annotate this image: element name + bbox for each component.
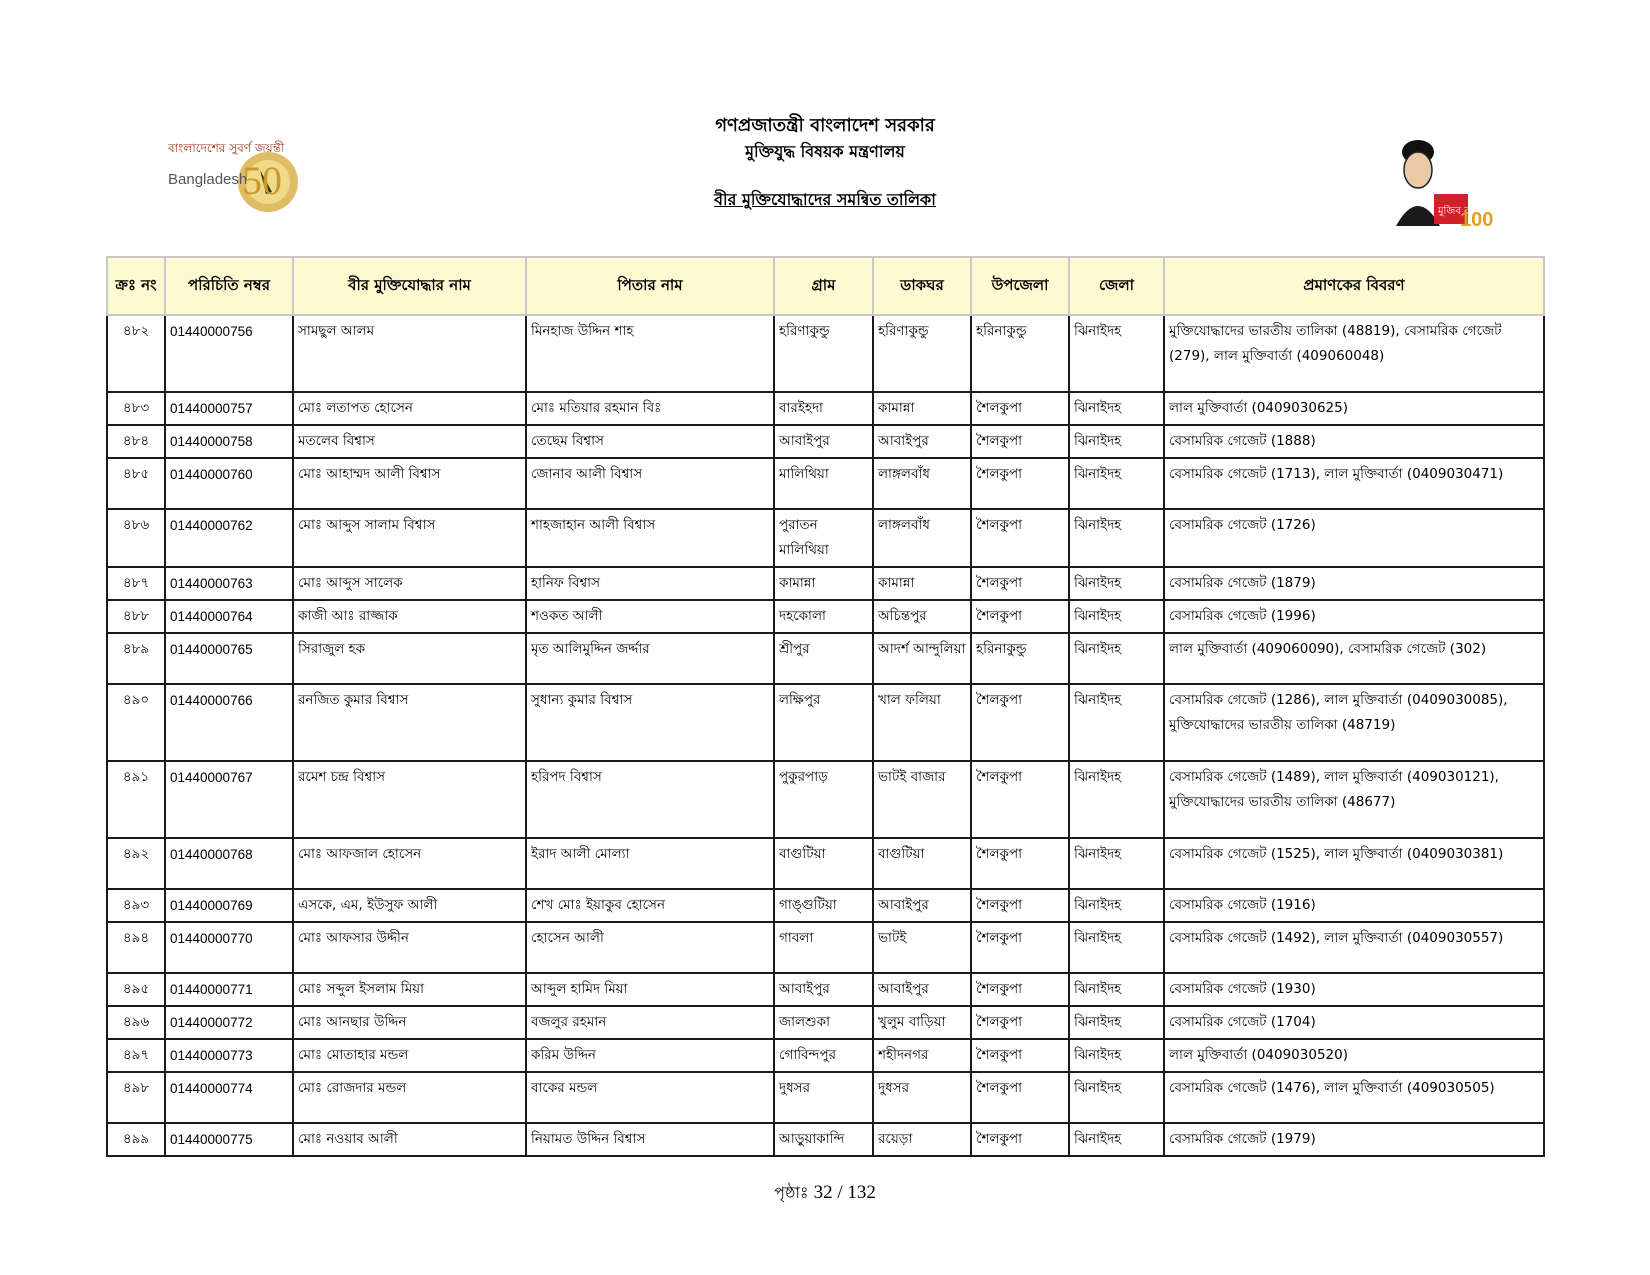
cell-proof: লাল মুক্তিবার্তা (409060090), বেসামরিক গেজেট (302) (1164, 633, 1544, 684)
table-row (107, 889, 1544, 922)
cell-upazila: শৈলকুপা (971, 458, 1069, 509)
cell-proof: বেসামরিক গেজেট (1704) (1164, 1006, 1544, 1039)
table-row (107, 567, 1544, 600)
cell-father: বজলুর রহমান (526, 1006, 774, 1039)
svg-text:মুজিব বর্ষ: মুজিব বর্ষ (1438, 206, 1476, 217)
cell-district: ঝিনাইদহ (1069, 1039, 1164, 1072)
cell-id: 01440000762 (165, 509, 293, 567)
cell-post-office: অচিন্তপুর (873, 600, 971, 633)
government-title: গণপ্রজাতন্ত্রী বাংলাদেশ সরকার (715, 115, 935, 136)
table-row (107, 425, 1544, 458)
cell-name: সিরাজুল হক (293, 633, 526, 684)
cell-proof: বেসামরিক গেজেট (1930) (1164, 973, 1544, 1006)
cell-post-office: আবাইপুর (873, 425, 971, 458)
table-row (107, 392, 1544, 425)
cell-district: ঝিনাইদহ (1069, 973, 1164, 1006)
table-row (107, 1039, 1544, 1072)
cell-proof: বেসামরিক গেজেট (1979) (1164, 1123, 1544, 1156)
table-row (107, 761, 1544, 838)
cell-village: গোবিন্দপুর (774, 1039, 873, 1072)
cell-name: মোঃ আব্দুস সালেক (293, 567, 526, 600)
cell-village: কামান্না (774, 567, 873, 600)
cell-serial: ৪৮৩ (107, 392, 165, 425)
cell-post-office: ভাটই বাজার (873, 761, 971, 838)
cell-id: 01440000764 (165, 600, 293, 633)
cell-father: নিয়ামত উদ্দিন বিশ্বাস (526, 1123, 774, 1156)
cell-upazila: শৈলকুপা (971, 838, 1069, 889)
cell-district: ঝিনাইদহ (1069, 567, 1164, 600)
col-header-village: গ্রাম (774, 257, 873, 315)
cell-proof: বেসামরিক গেজেট (1996) (1164, 600, 1544, 633)
cell-proof: বেসামরিক গেজেট (1713), লাল মুক্তিবার্তা (0409030471) (1164, 458, 1544, 509)
cell-serial: ৪৯৪ (107, 922, 165, 973)
cell-village: মালিথিয়া (774, 458, 873, 509)
cell-district: ঝিনাইদহ (1069, 838, 1164, 889)
cell-post-office: হরিণাকুন্ডু (873, 315, 971, 392)
cell-post-office: বাগুটিয়া (873, 838, 971, 889)
cell-serial: ৪৯৭ (107, 1039, 165, 1072)
cell-village: গাঙ্গুটিয়া (774, 889, 873, 922)
cell-name: মোঃ আফসার উদ্দীন (293, 922, 526, 973)
cell-proof: বেসামরিক গেজেট (1492), লাল মুক্তিবার্তা (0409030557) (1164, 922, 1544, 973)
cell-name: মতলেব বিশ্বাস (293, 425, 526, 458)
col-header-father: পিতার নাম (526, 257, 774, 315)
cell-post-office: শহীদনগর (873, 1039, 971, 1072)
svg-text:50: 50 (242, 158, 282, 203)
cell-id: 01440000758 (165, 425, 293, 458)
cell-name: মোঃ আহাম্মদ আলী বিশ্বাস (293, 458, 526, 509)
cell-proof: বেসামরিক গেজেট (1726) (1164, 509, 1544, 567)
cell-proof: বেসামরিক গেজেট (1888) (1164, 425, 1544, 458)
table-row (107, 973, 1544, 1006)
cell-id: 01440000768 (165, 838, 293, 889)
cell-proof: বেসামরিক গেজেট (1286), লাল মুক্তিবার্তা (0409030085), মুক্তিযোদ্ধাদের ভারতীয় তালিকা (48719) (1164, 684, 1544, 761)
cell-father: সুধান্য কুমার বিশ্বাস (526, 684, 774, 761)
col-header-serial: ক্রঃ নং (107, 257, 165, 315)
cell-village: আড়ুয়াকান্দি (774, 1123, 873, 1156)
cell-district: ঝিনাইদহ (1069, 509, 1164, 567)
cell-upazila: হরিনাকুন্ডু (971, 315, 1069, 392)
document-header (0, 113, 1650, 214)
cell-serial: ৪৮৫ (107, 458, 165, 509)
cell-id: 01440000771 (165, 973, 293, 1006)
cell-proof: বেসামরিক গেজেট (1489), লাল মুক্তিবার্তা (409030121), মুক্তিযোদ্ধাদের ভারতীয় তালিকা (48677) (1164, 761, 1544, 838)
cell-district: ঝিনাইদহ (1069, 633, 1164, 684)
table-row (107, 1072, 1544, 1123)
cell-district: ঝিনাইদহ (1069, 1006, 1164, 1039)
cell-name: মোঃ মোতাহার মন্ডল (293, 1039, 526, 1072)
svg-text:বাংলাদেশের সুবর্ণ জয়ন্তী: বাংলাদেশের সুবর্ণ জয়ন্তী (168, 141, 285, 155)
cell-id: 01440000772 (165, 1006, 293, 1039)
cell-proof: বেসামরিক গেজেট (1879) (1164, 567, 1544, 600)
cell-id: 01440000763 (165, 567, 293, 600)
cell-father: আব্দুল হামিদ মিয়া (526, 973, 774, 1006)
cell-id: 01440000766 (165, 684, 293, 761)
cell-serial: ৪৯১ (107, 761, 165, 838)
cell-village: আবাইপুর (774, 973, 873, 1006)
cell-name: রনজিত কুমার বিশ্বাস (293, 684, 526, 761)
cell-district: ঝিনাইদহ (1069, 425, 1164, 458)
cell-village: পুকুরপাড় (774, 761, 873, 838)
table-row (107, 458, 1544, 509)
cell-father: ইরাদ আলী মোল্যা (526, 838, 774, 889)
cell-father: মৃত আলিমুদ্দিন জর্দ্দার (526, 633, 774, 684)
cell-post-office: আবাইপুর (873, 889, 971, 922)
cell-father: করিম উদ্দিন (526, 1039, 774, 1072)
cell-father: মিনহাজ উদ্দিন শাহ (526, 315, 774, 392)
cell-id: 01440000773 (165, 1039, 293, 1072)
cell-serial: ৪৮৯ (107, 633, 165, 684)
cell-name: সামছুল আলম (293, 315, 526, 392)
cell-post-office: খুলুম বাড়িয়া (873, 1006, 971, 1039)
cell-father: হোসেন আলী (526, 922, 774, 973)
cell-father: শাহজাহান আলী বিশ্বাস (526, 509, 774, 567)
cell-father: জোনাব আলী বিশ্বাস (526, 458, 774, 509)
cell-post-office: খাল ফলিয়া (873, 684, 971, 761)
table-row (107, 838, 1544, 889)
cell-upazila: শৈলকুপা (971, 922, 1069, 973)
cell-district: ঝিনাইদহ (1069, 458, 1164, 509)
cell-post-office: আদর্শ আন্দুলিয়া (873, 633, 971, 684)
cell-village: দহকোলা (774, 600, 873, 633)
col-header-post-office: ডাকঘর (873, 257, 971, 315)
cell-village: লক্ষিপুর (774, 684, 873, 761)
cell-proof: বেসামরিক গেজেট (1525), লাল মুক্তিবার্তা (0409030381) (1164, 838, 1544, 889)
cell-father: শেখ মোঃ ইয়াকুব হোসেন (526, 889, 774, 922)
cell-post-office: ভাটই (873, 922, 971, 973)
cell-proof: মুক্তিযোদ্ধাদের ভারতীয় তালিকা (48819), বেসামরিক গেজেট (279), লাল মুক্তিবার্তা (409060048) (1164, 315, 1544, 392)
table-row (107, 684, 1544, 761)
cell-post-office: লাঙ্গলবাঁধ (873, 458, 971, 509)
cell-district: ঝিনাইদহ (1069, 315, 1164, 392)
table-row (107, 1006, 1544, 1039)
cell-father: বাকের মন্ডল (526, 1072, 774, 1123)
cell-id: 01440000756 (165, 315, 293, 392)
cell-proof: বেসামরিক গেজেট (1916) (1164, 889, 1544, 922)
cell-name: রমেশ চন্দ্র বিশ্বাস (293, 761, 526, 838)
cell-father: তেছেম বিশ্বাস (526, 425, 774, 458)
cell-village: আবাইপুর (774, 425, 873, 458)
cell-post-office: কামান্না (873, 567, 971, 600)
col-header-proof: প্রমাণকের বিবরণ (1164, 257, 1544, 315)
cell-serial: ৪৯৩ (107, 889, 165, 922)
cell-post-office: দুধসর (873, 1072, 971, 1123)
cell-village: পুরাতন মালিথিয়া (774, 509, 873, 567)
cell-upazila: শৈলকুপা (971, 1006, 1069, 1039)
cell-village: জালশুকা (774, 1006, 873, 1039)
cell-post-office: লাঙ্গলবাঁধ (873, 509, 971, 567)
cell-district: ঝিনাইদহ (1069, 392, 1164, 425)
cell-district: ঝিনাইদহ (1069, 761, 1164, 838)
cell-id: 01440000770 (165, 922, 293, 973)
cell-upazila: শৈলকুপা (971, 973, 1069, 1006)
cell-father: মোঃ মতিয়ার রহমান বিঃ (526, 392, 774, 425)
table-row (107, 600, 1544, 633)
cell-father: শওকত আলী (526, 600, 774, 633)
cell-serial: ৪৯৫ (107, 973, 165, 1006)
cell-serial: ৪৮৬ (107, 509, 165, 567)
cell-upazila: শৈলকুপা (971, 600, 1069, 633)
freedom-fighters-table (106, 256, 1545, 1157)
cell-post-office: রয়েড়া (873, 1123, 971, 1156)
cell-village: বারইহদা (774, 392, 873, 425)
cell-upazila: শৈলকুপা (971, 761, 1069, 838)
cell-upazila: শৈলকুপা (971, 1072, 1069, 1123)
cell-name: মোঃ সব্দুল ইসলাম মিয়া (293, 973, 526, 1006)
svg-text:100: 100 (1460, 209, 1494, 231)
table-row (107, 922, 1544, 973)
cell-name: মোঃ নওয়াব আলী (293, 1123, 526, 1156)
cell-upazila: শৈলকুপা (971, 567, 1069, 600)
cell-serial: ৪৯৮ (107, 1072, 165, 1123)
cell-village: হরিণাকুন্ডু (774, 315, 873, 392)
col-header-upazila: উপজেলা (971, 257, 1069, 315)
cell-district: ঝিনাইদহ (1069, 600, 1164, 633)
cell-serial: ৪৮৭ (107, 567, 165, 600)
cell-id: 01440000775 (165, 1123, 293, 1156)
cell-district: ঝিনাইদহ (1069, 1072, 1164, 1123)
cell-serial: ৪৮৪ (107, 425, 165, 458)
cell-name: কাজী আঃ রাজ্জাক (293, 600, 526, 633)
cell-id: 01440000774 (165, 1072, 293, 1123)
cell-name: মোঃ আফজাল হোসেন (293, 838, 526, 889)
cell-upazila: শৈলকুপা (971, 509, 1069, 567)
cell-id: 01440000760 (165, 458, 293, 509)
cell-serial: ৪৮৮ (107, 600, 165, 633)
cell-post-office: আবাইপুর (873, 973, 971, 1006)
cell-district: ঝিনাইদহ (1069, 684, 1164, 761)
cell-upazila: শৈলকুপা (971, 1039, 1069, 1072)
cell-serial: ৪৯০ (107, 684, 165, 761)
svg-text:Bangladesh: Bangladesh (168, 171, 248, 188)
cell-upazila: শৈলকুপা (971, 889, 1069, 922)
cell-upazila: শৈলকুপা (971, 392, 1069, 425)
cell-id: 01440000769 (165, 889, 293, 922)
col-header-id: পরিচিতি নম্বর (165, 257, 293, 315)
cell-village: শ্রীপুর (774, 633, 873, 684)
cell-name: মোঃ আব্দুস সালাম বিশ্বাস (293, 509, 526, 567)
cell-id: 01440000765 (165, 633, 293, 684)
cell-district: ঝিনাইদহ (1069, 922, 1164, 973)
col-header-name: বীর মুক্তিযোদ্ধার নাম (293, 257, 526, 315)
page-number: 32 / 132 (813, 1182, 876, 1203)
cell-serial: ৪৯২ (107, 838, 165, 889)
table-row (107, 1123, 1544, 1156)
cell-upazila: শৈলকুপা (971, 425, 1069, 458)
cell-name: মোঃ রোজদার মন্ডল (293, 1072, 526, 1123)
cell-id: 01440000767 (165, 761, 293, 838)
cell-upazila: হরিনাকুন্ডু (971, 633, 1069, 684)
cell-serial: ৪৮২ (107, 315, 165, 392)
cell-village: গাবলা (774, 922, 873, 973)
cell-post-office: কামান্না (873, 392, 971, 425)
cell-village: দুধসর (774, 1072, 873, 1123)
table-row (107, 633, 1544, 684)
cell-serial: ৪৯৬ (107, 1006, 165, 1039)
cell-name: মোঃ লতাপত হোসেন (293, 392, 526, 425)
cell-upazila: শৈলকুপা (971, 1123, 1069, 1156)
cell-serial: ৪৯৯ (107, 1123, 165, 1156)
page-footer (0, 1180, 1650, 1207)
cell-proof: লাল মুক্তিবার্তা (0409030625) (1164, 392, 1544, 425)
cell-name: মোঃ আনছার উদ্দিন (293, 1006, 526, 1039)
col-header-district: জেলা (1069, 257, 1164, 315)
table-row (107, 509, 1544, 567)
page-label: পৃষ্ঠাঃ (774, 1183, 809, 1202)
cell-id: 01440000757 (165, 392, 293, 425)
cell-proof: বেসামরিক গেজেট (1476), লাল মুক্তিবার্তা (409030505) (1164, 1072, 1544, 1123)
cell-father: হানিফ বিশ্বাস (526, 567, 774, 600)
cell-father: হরিপদ বিশ্বাস (526, 761, 774, 838)
list-title: বীর মুক্তিযোদ্ধাদের সমন্বিত তালিকা (714, 190, 936, 209)
cell-village: বাগুটিয়া (774, 838, 873, 889)
cell-district: ঝিনাইদহ (1069, 1123, 1164, 1156)
cell-upazila: শৈলকুপা (971, 684, 1069, 761)
cell-district: ঝিনাইদহ (1069, 889, 1164, 922)
cell-name: এসকে, এম, ইউসুফ আলী (293, 889, 526, 922)
ministry-title: মুক্তিযুদ্ধ বিষয়ক মন্ত্রণালয় (745, 142, 905, 161)
cell-proof: লাল মুক্তিবার্তা (0409030520) (1164, 1039, 1544, 1072)
table-header-row (107, 257, 1544, 315)
table-row (107, 315, 1544, 392)
